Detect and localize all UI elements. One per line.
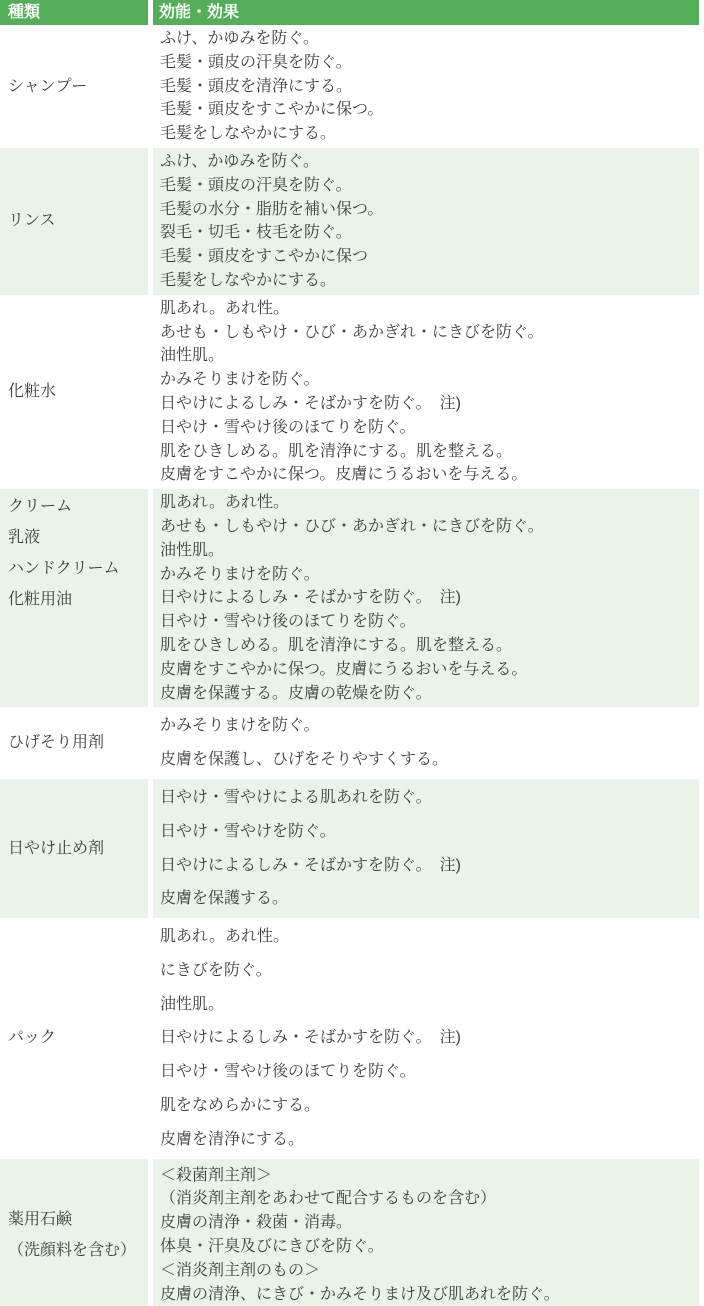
type-label: 化粧水: [8, 383, 57, 401]
effects-cell: [153, 295, 699, 489]
effect-line: 皮膚をすこやかに保つ。皮膚にうるおいを与える。: [160, 466, 528, 484]
effect-line: 日やけによるしみ・そばかすを防ぐ。 注): [160, 1029, 462, 1047]
effect-line: 肌をひきしめる。肌を清浄にする。肌を整える。: [160, 636, 513, 654]
effects-cell: [153, 918, 699, 1159]
effect-line: 裂毛・切毛・枝毛を防ぐ。: [160, 224, 352, 242]
row-lotion: [0, 295, 699, 489]
effect-line: 肌をひきしめる。肌を清浄にする。肌を整える。: [160, 442, 513, 460]
row-shampoo: [0, 25, 699, 148]
type-label: 日やけ止め剤: [8, 839, 105, 857]
effect-line: 皮膚をすこやかに保つ。皮膚にうるおいを与える。: [160, 660, 528, 678]
type-label: ひげそり用剤: [8, 734, 105, 752]
effect-line: 毛髪をしなやかにする。: [160, 125, 337, 143]
type-cell: [0, 779, 148, 918]
effect-line: 肌あれ。あれ性。: [160, 494, 289, 512]
row-sunscreen: [0, 779, 699, 918]
effect-line: 日やけ・雪やけによる肌あれを防ぐ。: [160, 788, 432, 806]
effect-line: あせも・しもやけ・ひび・あかぎれ・にきびを防ぐ。: [160, 517, 544, 535]
type-label: 化粧用油: [8, 590, 73, 608]
row-cream-group: [0, 489, 699, 707]
effect-line: 油性肌。: [160, 541, 225, 559]
effect-line: 毛髪・頭皮の汗臭を防ぐ。: [160, 53, 352, 71]
effect-line: にきびを防ぐ。: [160, 961, 272, 979]
effect-line: 日やけ・雪やけ後のほてりを防ぐ。: [160, 613, 416, 631]
effect-line: 体臭・汗臭及びにきびを防ぐ。: [160, 1238, 384, 1256]
row-rinse: [0, 148, 699, 295]
type-cell: [0, 707, 148, 779]
effects-cell: [153, 148, 699, 295]
type-cell: [0, 918, 148, 1159]
effect-line: 日やけによるしみ・そばかすを防ぐ。 注): [160, 856, 462, 874]
type-label: パック: [8, 1029, 57, 1047]
effect-line: 皮膚を保護する。: [160, 890, 289, 908]
header-type-label: 種類: [8, 3, 41, 21]
effect-line: 皮膚を保護し、ひげをそりやすくする。: [160, 751, 449, 769]
effect-line: ふけ、かゆみを防ぐ。: [160, 30, 320, 47]
effect-line: 皮膚を清浄にする。: [160, 1130, 305, 1148]
row-pack: [0, 918, 699, 1159]
type-cell: [0, 1159, 148, 1306]
effect-line: ＜殺菌剤主剤＞: [160, 1166, 273, 1184]
effect-line: （消炎剤主剤をあわせて配合するものを含む）: [160, 1190, 497, 1208]
effects-cell: [153, 707, 699, 779]
effect-line: かみそりまけを防ぐ。: [160, 717, 320, 735]
header-effects-label: 効能・効果: [159, 3, 240, 21]
effect-line: 油性肌。: [160, 995, 225, 1013]
type-cell: [0, 25, 148, 148]
type-label: リンス: [8, 212, 56, 230]
effect-line: 毛髪の水分・脂肪を補い保つ。: [160, 200, 384, 218]
type-label: シャンプー: [8, 77, 88, 95]
effect-line: 日やけによるしみ・そばかすを防ぐ。 注): [160, 589, 462, 607]
type-label: 薬用石鹸: [8, 1210, 73, 1228]
effect-line: ＜消炎剤主剤のもの＞: [160, 1261, 321, 1279]
effect-line: 肌あれ。あれ性。: [160, 928, 289, 946]
effects-cell: [153, 489, 699, 707]
type-label: 乳液: [8, 528, 41, 546]
effect-line: かみそりまけを防ぐ。: [160, 565, 320, 583]
effect-line: 毛髪をしなやかにする。: [160, 271, 337, 289]
effect-line: かみそりまけを防ぐ。: [160, 371, 320, 389]
effect-line: 毛髪・頭皮の汗臭を防ぐ。: [160, 176, 352, 194]
header-cell-effects: [153, 0, 699, 25]
effect-line: 油性肌。: [160, 347, 225, 365]
effect-line: あせも・しもやけ・ひび・あかぎれ・にきびを防ぐ。: [160, 323, 544, 341]
effect-line: 日やけ・雪やけを防ぐ。: [160, 822, 336, 840]
effect-line: 日やけ・雪やけ後のほてりを防ぐ。: [160, 418, 416, 436]
effects-cell: [153, 779, 699, 918]
type-cell: [0, 148, 148, 295]
effect-line: 肌あれ。あれ性。: [160, 299, 289, 317]
row-medicated-soap: [0, 1159, 699, 1306]
type-label: ハンドクリーム: [8, 559, 120, 577]
type-cell: [0, 489, 148, 707]
effect-line: 毛髪・頭皮を清浄にする。: [160, 77, 353, 95]
effect-line: 皮膚の清浄・殺菌・消毒。: [160, 1214, 353, 1232]
effect-line: 日やけによるしみ・そばかすを防ぐ。 注): [160, 394, 462, 412]
row-shaving-prep: [0, 707, 699, 779]
type-label: クリーム: [8, 498, 73, 516]
effect-line: ふけ、かゆみを防ぐ。: [160, 152, 320, 170]
effect-line: 皮膚の清浄、にきび・かみそりまけ及び肌あれを防ぐ。: [160, 1285, 560, 1303]
effect-line: 日やけ・雪やけ後のほてりを防ぐ。: [160, 1063, 416, 1081]
effect-line: 毛髪・頭皮をすこやかに保つ。: [160, 101, 384, 119]
effect-line: 肌をなめらかにする。: [160, 1097, 321, 1115]
table-header-row: [0, 0, 699, 25]
effects-cell: [153, 25, 699, 148]
type-label: （洗顔料を含む）: [8, 1241, 137, 1259]
type-cell: [0, 295, 148, 489]
effect-line: 毛髪・頭皮をすこやかに保つ: [160, 248, 369, 266]
effects-cell: [153, 1159, 699, 1306]
header-cell-type: [0, 0, 148, 25]
effect-line: 皮膚を保護する。皮膚の乾燥を防ぐ。: [160, 684, 432, 702]
